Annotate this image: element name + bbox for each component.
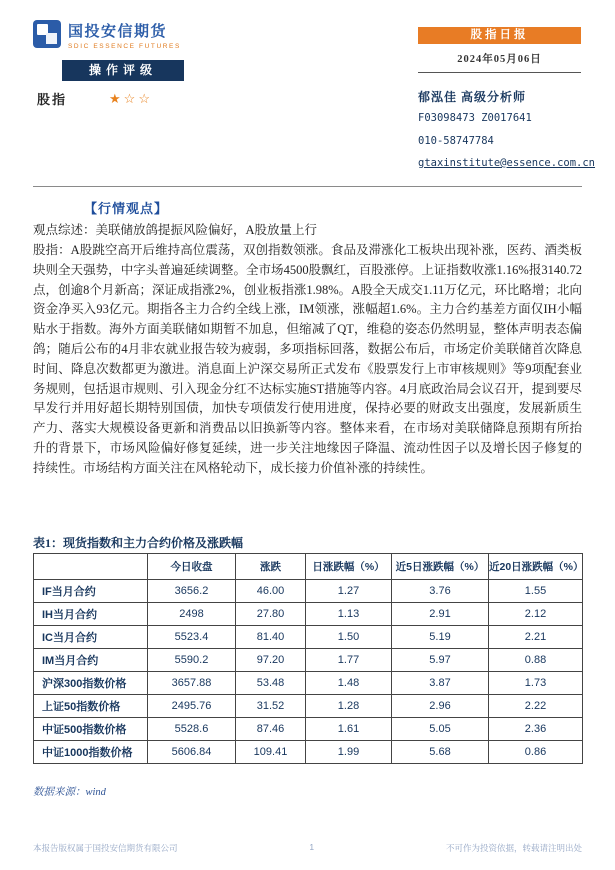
footer-page-number: 1 bbox=[309, 842, 315, 852]
cell-20d-pct: 2.36 bbox=[489, 718, 583, 741]
brand-subtitle: SDIC ESSENCE FUTURES bbox=[68, 43, 181, 50]
table-row bbox=[34, 695, 583, 718]
cell-close: 3657.88 bbox=[148, 672, 236, 695]
cell-change: 46.00 bbox=[236, 580, 306, 603]
table-row bbox=[34, 741, 583, 764]
table-row bbox=[34, 718, 583, 741]
cell-20d-pct: 2.21 bbox=[489, 626, 583, 649]
row-label: 中证1000指数价格 bbox=[34, 741, 148, 764]
cell-5d-pct: 2.96 bbox=[392, 695, 489, 718]
instrument-label: 股指 bbox=[37, 92, 68, 107]
analyst-name: 郁泓佳 高级分析师 bbox=[418, 90, 527, 104]
cell-change: 31.52 bbox=[236, 695, 306, 718]
cell-change: 109.41 bbox=[236, 741, 306, 764]
cell-change: 53.48 bbox=[236, 672, 306, 695]
table-row bbox=[34, 649, 583, 672]
row-label: 中证500指数价格 bbox=[34, 718, 148, 741]
cell-change: 87.46 bbox=[236, 718, 306, 741]
table-header-cell: 近20日涨跌幅（%） bbox=[489, 554, 583, 580]
brand bbox=[33, 20, 181, 50]
table-header-cell bbox=[34, 554, 148, 580]
rating-box: 操作评级 bbox=[62, 60, 184, 81]
cell-20d-pct: 0.88 bbox=[489, 649, 583, 672]
brand-text bbox=[68, 20, 181, 50]
cell-close: 3656.2 bbox=[148, 580, 236, 603]
table-header-cell: 日涨跌幅（%） bbox=[306, 554, 392, 580]
analyst-phone: 010-58747784 bbox=[418, 135, 494, 147]
table-row bbox=[34, 626, 583, 649]
cell-close: 5523.4 bbox=[148, 626, 236, 649]
report-date: 2024年05月06日 bbox=[418, 51, 581, 73]
cell-close: 5528.6 bbox=[148, 718, 236, 741]
report-type-banner: 股指日报 bbox=[418, 27, 581, 44]
cell-day-pct: 1.48 bbox=[306, 672, 392, 695]
table-header-cell: 近5日涨跌幅（%） bbox=[392, 554, 489, 580]
cell-20d-pct: 1.73 bbox=[489, 672, 583, 695]
price-table bbox=[33, 553, 583, 764]
cell-5d-pct: 5.97 bbox=[392, 649, 489, 672]
brand-name: 国投安信期货 bbox=[68, 23, 168, 40]
cell-5d-pct: 5.19 bbox=[392, 626, 489, 649]
cell-change: 27.80 bbox=[236, 603, 306, 626]
header-divider bbox=[33, 186, 582, 187]
data-source: 数据来源：wind bbox=[33, 787, 106, 798]
cell-day-pct: 1.27 bbox=[306, 580, 392, 603]
cell-5d-pct: 5.05 bbox=[392, 718, 489, 741]
page-footer bbox=[33, 842, 582, 854]
table-row bbox=[34, 672, 583, 695]
section-title-views: 【行情观点】 bbox=[84, 201, 169, 216]
row-label: IH当月合约 bbox=[34, 603, 148, 626]
row-label: IF当月合约 bbox=[34, 580, 148, 603]
cell-day-pct: 1.77 bbox=[306, 649, 392, 672]
cell-close: 5590.2 bbox=[148, 649, 236, 672]
cell-5d-pct: 3.87 bbox=[392, 672, 489, 695]
analyst-email-link[interactable]: gtaxinstitute@essence.com.cn bbox=[418, 157, 596, 169]
cell-close: 2495.76 bbox=[148, 695, 236, 718]
footer-disclaimer: 不可作为投资依据，转载请注明出处 bbox=[445, 843, 582, 853]
row-label: IM当月合约 bbox=[34, 649, 148, 672]
brand-logo-icon bbox=[33, 20, 61, 48]
table-title: 表1：现货指数和主力合约价格及涨跌幅 bbox=[33, 536, 244, 550]
cell-5d-pct: 5.68 bbox=[392, 741, 489, 764]
table-row bbox=[34, 580, 583, 603]
cell-day-pct: 1.50 bbox=[306, 626, 392, 649]
cell-close: 5606.84 bbox=[148, 741, 236, 764]
cell-20d-pct: 2.12 bbox=[489, 603, 583, 626]
cell-change: 81.40 bbox=[236, 626, 306, 649]
table-header-cell: 涨跌 bbox=[236, 554, 306, 580]
views-summary: 观点综述：美联储放鸽提振风险偏好，A股放量上行 bbox=[33, 223, 318, 237]
table-header-row bbox=[34, 554, 583, 580]
row-label: IC当月合约 bbox=[34, 626, 148, 649]
star-rating-icon: ★☆☆ bbox=[109, 90, 153, 106]
row-label: 上证50指数价格 bbox=[34, 695, 148, 718]
views-body: 股指：A股跳空高开后维持高位震荡，双创指数领涨。食品及滞涨化工板块出现补涨，医药、酒类板块则全天强势，中字头普遍延续调整。全市场4500股飘红，百股涨停。上证指数收涨1.16%报3140.72点，创逾8个月新高；深证成指涨2%，创业板指涨1.98%。A股全天成交1.11万亿元，环比略增；北向资金净买入93亿元。期指各主力合约全线上涨，IM领涨，涨幅超1.6%。主力合约基差方面仅IH小幅贴水于指数。海外方面美联储如期暂不加息，但缩减了QT，维稳的姿态仍然明显，整体声明表态偏鸽；随后公布的4月非农就业报告较为疲弱，多项指标回落，数据公布后，市场定价美联储首次降息时间、降息次数都更为激进。消息面上沪深交易所正式发布《股票发行上市审核规则》等9项配套业务规则，包括退市规则、引入现金分红不达标实施ST措施等内容。4月底政治局会议召开，提到要尽早发行并用好超长期特别国债，加快专项债发行使用进度，保持必要的财政支出强度，发展新质生产力、落实大规模设备更新和消费品以旧换新等内容。整体来看，在市场对美联储降息预期有所抬升的背景下，市场风险偏好修复延续，进一步关注地缘因子降温、流动性因子以及增长因子修复的持续性。市场结构方面关注在风格轮动下，成长接力价值补涨的持续性。 bbox=[33, 243, 582, 475]
footer-copyright: 本报告版权属于国投安信期货有限公司 bbox=[33, 843, 178, 853]
cell-5d-pct: 3.76 bbox=[392, 580, 489, 603]
cell-day-pct: 1.61 bbox=[306, 718, 392, 741]
instrument-rating-row bbox=[37, 89, 153, 108]
cell-day-pct: 1.99 bbox=[306, 741, 392, 764]
cell-change: 97.20 bbox=[236, 649, 306, 672]
cell-5d-pct: 2.91 bbox=[392, 603, 489, 626]
cell-20d-pct: 0.86 bbox=[489, 741, 583, 764]
cell-20d-pct: 1.55 bbox=[489, 580, 583, 603]
row-label: 沪深300指数价格 bbox=[34, 672, 148, 695]
analyst-credentials: F03098473 Z0017641 bbox=[418, 112, 532, 124]
table-header-cell: 今日收盘 bbox=[148, 554, 236, 580]
cell-20d-pct: 2.22 bbox=[489, 695, 583, 718]
cell-close: 2498 bbox=[148, 603, 236, 626]
table-row bbox=[34, 603, 583, 626]
cell-day-pct: 1.28 bbox=[306, 695, 392, 718]
cell-day-pct: 1.13 bbox=[306, 603, 392, 626]
